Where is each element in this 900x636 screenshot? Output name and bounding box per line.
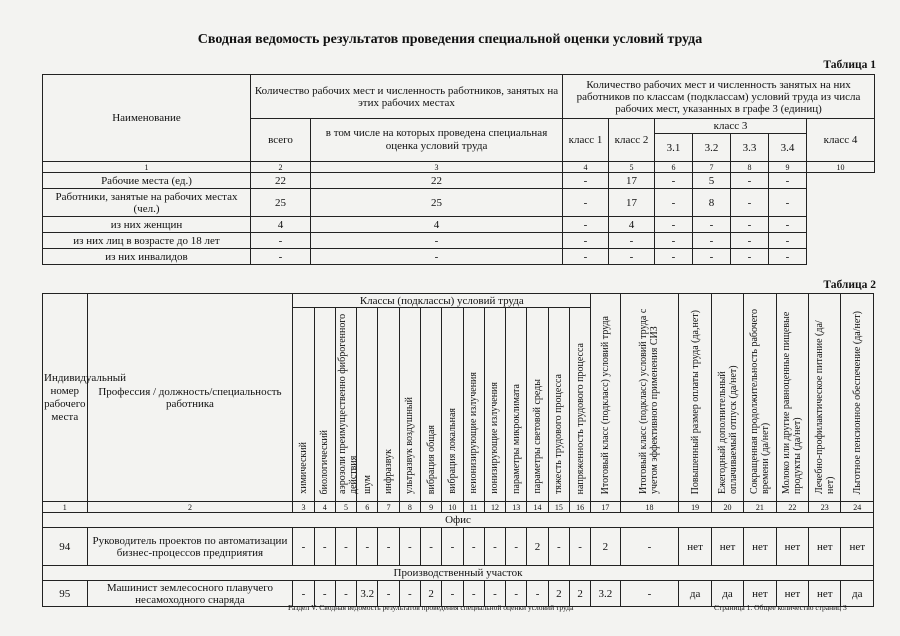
document-title: Сводная ведомость результатов проведения специальной оценки условий труда	[197, 32, 703, 47]
t2-cell: нет	[809, 581, 841, 607]
t2-col-number: 15	[548, 502, 569, 513]
t2-col-number: 10	[442, 502, 463, 513]
footer-page: Страница 1. Общее количество страниц 3	[714, 603, 847, 612]
t2-h-classes: Классы (подклассы) условий труда	[293, 294, 591, 308]
t2-h-increased-pay	[679, 294, 711, 502]
t1-cell: 4	[311, 217, 563, 233]
t2-cell: нет	[679, 528, 711, 566]
t1-col-number: 4	[563, 162, 609, 173]
t1-column-numbers	[43, 162, 875, 173]
t1-h-class34: 3.4	[769, 134, 807, 162]
t1-cell: -	[251, 249, 311, 265]
t2-h-extra-label: Ежегодный дополнительный оплачиваемый отпуск (да/нет)	[716, 365, 739, 494]
t1-cell: -	[655, 217, 693, 233]
t2-h-factor-label: неионизирующие излучения	[468, 372, 480, 494]
t1-cell: 8	[693, 189, 731, 217]
t2-cell: 2	[548, 581, 569, 607]
t1-h-class31: 3.1	[655, 134, 693, 162]
t2-cell: -	[442, 581, 463, 607]
t2-cell: -	[314, 581, 335, 607]
t2-cell: да	[711, 581, 743, 607]
t2-col-number: 4	[314, 502, 335, 513]
t1-row-name: Работники, занятые на рабочих местах (чел.)	[43, 189, 251, 217]
t2-cell: 3.2	[591, 581, 620, 607]
t1-row-name: Рабочие места (ед.)	[43, 173, 251, 189]
t1-cell: -	[311, 249, 563, 265]
t2-cell: -	[620, 581, 679, 607]
t1-col-number: 5	[609, 162, 655, 173]
t2-cell: 2	[591, 528, 620, 566]
table-row	[43, 189, 875, 217]
t1-cell: 4	[609, 217, 655, 233]
t2-row-profession: Машинист землесосного плавучего несамоходного снаряда	[87, 581, 293, 607]
table1	[42, 74, 875, 265]
t2-row-id: 94	[43, 528, 88, 566]
t2-h-pension	[841, 294, 874, 502]
t2-col-number: 7	[378, 502, 399, 513]
section-row	[43, 513, 874, 528]
t2-cell: -	[620, 528, 679, 566]
t1-cell: -	[731, 189, 769, 217]
t1-row-name: из них инвалидов	[43, 249, 251, 265]
t1-cell: 22	[251, 173, 311, 189]
t1-cell: -	[655, 249, 693, 265]
t1-row-name: из них женщин	[43, 217, 251, 233]
t2-h-factor	[314, 308, 335, 502]
t1-col-number: 7	[693, 162, 731, 173]
t1-cell: -	[769, 217, 807, 233]
t2-cell: -	[442, 528, 463, 566]
t1-h-classes: Количество рабочих мест и численность занятых на них работников по классам (подклассам) условий труда из числа рабочих мест, указанных в графе 3 (единиц)	[563, 75, 875, 119]
t1-cell: -	[769, 249, 807, 265]
t2-cell: -	[335, 528, 356, 566]
t1-col-number: 6	[655, 162, 693, 173]
t2-col-number: 13	[506, 502, 527, 513]
t2-h-factor-label: параметры световой среды	[532, 379, 544, 494]
t1-cell: -	[311, 233, 563, 249]
t2-cell: 2	[527, 528, 548, 566]
t2-h-factor-label: аэрозоли преимущественно фиброгенного действия	[336, 313, 359, 494]
t2-cell: -	[378, 528, 399, 566]
t1-row-name: из них лиц в возрасте до 18 лет	[43, 233, 251, 249]
t2-h-factor	[335, 308, 359, 502]
t2-h-factor	[548, 308, 569, 502]
t2-h-factor	[442, 308, 463, 502]
t2-col-number: 14	[527, 502, 548, 513]
t2-cell: 2	[420, 581, 441, 607]
t1-cell: -	[655, 189, 693, 217]
t2-h-factor-label: ультразвук воздушный	[404, 397, 416, 494]
t2-cell: -	[378, 581, 399, 607]
t1-col-number: 10	[807, 162, 875, 173]
t2-cell: -	[569, 528, 590, 566]
t1-cell: -	[655, 173, 693, 189]
t2-h-factor-label: инфразвук	[383, 449, 395, 494]
section-row	[43, 566, 874, 581]
table-row	[43, 528, 874, 566]
t2-h-extra-label: Лечебно-профилактическое питание (да/нет)	[813, 320, 836, 494]
t1-cell: -	[731, 173, 769, 189]
table-row	[43, 173, 875, 189]
t2-section-label: Производственный участок	[43, 566, 874, 581]
t2-cell: -	[399, 528, 420, 566]
t1-cell: -	[693, 249, 731, 265]
t1-cell: -	[769, 233, 807, 249]
t2-h-factor	[569, 308, 590, 502]
t2-row-id: 95	[43, 581, 88, 607]
table2	[42, 293, 874, 607]
t1-cell: -	[731, 233, 769, 249]
t2-col-number: 16	[569, 502, 590, 513]
t2-col-number: 9	[420, 502, 441, 513]
t2-h-factor	[293, 308, 314, 502]
t2-cell: нет	[711, 528, 743, 566]
t2-col-number: 6	[357, 502, 378, 513]
t1-cell: -	[693, 217, 731, 233]
t2-cell: -	[357, 528, 378, 566]
t1-cell: -	[563, 249, 609, 265]
table-row	[43, 217, 875, 233]
t1-cell: 22	[311, 173, 563, 189]
t1-h-name: Наименование	[43, 75, 251, 162]
t1-col-number: 1	[43, 162, 251, 173]
t2-col-number: 19	[679, 502, 711, 513]
t2-col-number: 20	[711, 502, 743, 513]
t1-cell: -	[563, 189, 609, 217]
table-row	[43, 249, 875, 265]
t1-cell: -	[731, 217, 769, 233]
t2-cell: -	[506, 528, 527, 566]
t2-col-number: 1	[43, 502, 88, 513]
t2-row-profession: Руководитель проектов по автоматизации бизнес-процессов предприятия	[87, 528, 293, 566]
t1-cell: -	[693, 233, 731, 249]
t2-cell: -	[548, 528, 569, 566]
t2-cell: -	[335, 581, 356, 607]
t2-h-factor-label: химический	[297, 442, 309, 494]
t1-h-class1: класс 1	[563, 119, 609, 162]
t2-col-number: 5	[335, 502, 356, 513]
t2-h-id: Индивидуальный номер рабочего места	[43, 294, 88, 502]
t2-cell: нет	[776, 581, 808, 607]
t1-cell: -	[769, 173, 807, 189]
t2-cell: да	[841, 581, 874, 607]
t2-h-factor	[527, 308, 548, 502]
t1-h-assessed: в том числе на которых проведена специальная оценка условий труда	[311, 119, 563, 162]
t2-col-number: 22	[776, 502, 808, 513]
t2-h-factor	[357, 308, 378, 502]
t2-col-number: 17	[591, 502, 620, 513]
t1-cell: -	[769, 189, 807, 217]
t1-col-number: 2	[251, 162, 311, 173]
t2-section-label: Офис	[43, 513, 874, 528]
t2-cell: -	[484, 528, 505, 566]
t2-h-extra-label: Повышенный размер оплаты труда (да,нет)	[689, 309, 701, 494]
t1-h-class32: 3.2	[693, 134, 731, 162]
t1-h-count: Количество рабочих мест и численность работников, занятых на этих рабочих местах	[251, 75, 563, 119]
t2-h-factor	[506, 308, 527, 502]
t1-cell: -	[655, 233, 693, 249]
t2-col-number: 24	[841, 502, 874, 513]
t1-cell: 4	[251, 217, 311, 233]
table-row	[43, 233, 875, 249]
t2-h-final-class-siz	[620, 294, 679, 502]
table2-caption: Таблица 2	[823, 279, 876, 291]
t2-col-number: 12	[484, 502, 505, 513]
t2-h-factor-label: ионизирующие излучения	[489, 382, 501, 494]
t2-h-reduced-hours	[744, 294, 776, 502]
t2-h-factor-label: вибрация общая	[425, 424, 437, 494]
t1-h-class2: класс 2	[609, 119, 655, 162]
t2-cell: нет	[744, 581, 776, 607]
t2-col-number: 18	[620, 502, 679, 513]
t1-cell: -	[563, 217, 609, 233]
t2-cell: -	[463, 528, 484, 566]
t2-h-factor	[463, 308, 484, 502]
t1-col-number: 9	[769, 162, 807, 173]
t1-h-class3: класс 3	[655, 119, 807, 134]
t1-h-class33: 3.3	[731, 134, 769, 162]
t2-h-factor-label: биологический	[319, 429, 331, 494]
t2-h-extra-label: Льготное пенсионное обеспечение (да/нет)	[851, 310, 863, 494]
t1-cell: 17	[609, 189, 655, 217]
t2-h-factor-label: шум	[361, 475, 373, 494]
t2-col-number: 2	[87, 502, 293, 513]
t2-h-factor-label: тяжесть трудового процесса	[553, 374, 565, 494]
t2-cell: -	[314, 528, 335, 566]
t2-h-extra-label: Сокращенная продолжительность рабочего времени (да/нет)	[748, 308, 771, 494]
t2-h-extra-label: Молоко или другие равноценные пищевые продукты (да/нет)	[781, 311, 804, 494]
t2-cell: нет	[841, 528, 874, 566]
t2-col-number: 3	[293, 502, 314, 513]
table1-caption: Таблица 1	[823, 59, 876, 71]
t2-cell: нет	[809, 528, 841, 566]
t2-col-number: 21	[744, 502, 776, 513]
t2-cell: -	[293, 581, 314, 607]
t2-cell: да	[679, 581, 711, 607]
t2-cell: -	[527, 581, 548, 607]
t2-h-profession: Профессия / должность/специальность работника	[87, 294, 293, 502]
t2-cell: -	[293, 528, 314, 566]
t1-cell: -	[563, 233, 609, 249]
t2-h-extra-label: Итоговый класс (подкласс) условий труда с учетом эффективного применения СИЗ	[638, 308, 661, 494]
t2-h-factor	[420, 308, 441, 502]
t2-h-factor	[484, 308, 505, 502]
t2-col-number: 8	[399, 502, 420, 513]
t2-h-milk	[776, 294, 808, 502]
t1-cell: 5	[693, 173, 731, 189]
t2-cell: 2	[569, 581, 590, 607]
t2-col-number: 23	[809, 502, 841, 513]
t2-col-number: 11	[463, 502, 484, 513]
t2-h-factor-label: параметры микроклимата	[510, 384, 522, 494]
t2-cell: -	[484, 581, 505, 607]
t1-cell: -	[609, 249, 655, 265]
t2-cell: -	[399, 581, 420, 607]
t1-cell: -	[609, 233, 655, 249]
t2-h-extra-label: Итоговый класс (подкласс) условий труда	[599, 315, 611, 494]
t1-h-class4: класс 4	[807, 119, 875, 162]
t1-col-number: 3	[311, 162, 563, 173]
t2-cell: -	[420, 528, 441, 566]
t2-cell: -	[463, 581, 484, 607]
t1-cell: 17	[609, 173, 655, 189]
t2-cell: нет	[776, 528, 808, 566]
t2-h-extra-leave	[711, 294, 743, 502]
t2-cell: нет	[744, 528, 776, 566]
t1-cell: -	[563, 173, 609, 189]
t1-cell: -	[251, 233, 311, 249]
t2-h-factor-label: вибрация локальная	[446, 408, 458, 494]
t1-cell: 25	[251, 189, 311, 217]
t1-cell: 25	[311, 189, 563, 217]
t2-h-factor	[399, 308, 420, 502]
t2-h-factor-label: напряженность трудового процесса	[574, 342, 586, 494]
t2-cell: -	[506, 581, 527, 607]
t1-cell: -	[731, 249, 769, 265]
t1-h-total: всего	[251, 119, 311, 162]
t2-h-final-class	[591, 294, 620, 502]
t2-h-therapeutic-food	[809, 294, 841, 502]
footer-section: Раздел V. Сводная ведомость результатов проведения специальной оценки условий труда	[288, 603, 574, 612]
t2-cell: 3.2	[357, 581, 378, 607]
t2-column-numbers	[43, 502, 874, 513]
t1-col-number: 8	[731, 162, 769, 173]
t2-h-factor	[378, 308, 399, 502]
